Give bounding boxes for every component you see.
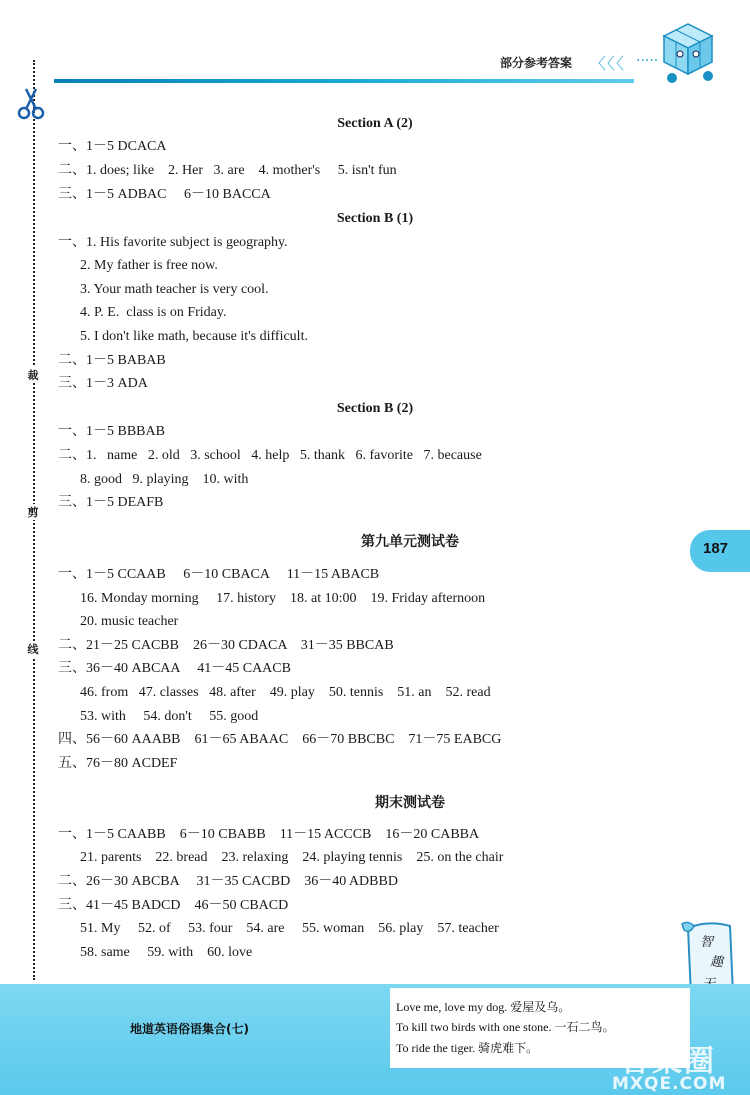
scroll-char: 趣 — [710, 955, 724, 970]
answer-line: 二、1－5 BABAB — [58, 353, 166, 368]
scissors-icon — [16, 86, 46, 120]
chevron-left-icon: 〈〈〈 — [590, 54, 626, 73]
answer-line: 四、56－60 AAABB 61－65 ABAAC 66－70 BBCBC 71－75 EABCG — [58, 732, 502, 747]
watermark-bottom: MXQE.COM — [612, 1074, 727, 1094]
answer-line: 三、1－5 ADBAC 6－10 BACCA — [58, 187, 271, 202]
answer-line: 二、21－25 CACBB 26－30 CDACA 31－35 BBCAB — [58, 638, 394, 653]
answer-line: 20. music teacher — [80, 614, 179, 629]
answer-line: 二、1. does; like 2. Her 3. are 4. mother's 5. isn't fun — [58, 163, 397, 178]
dotted-leader: ····· — [636, 53, 659, 69]
proverb-line: To ride the tiger. 骑虎难下。 — [396, 1041, 539, 1055]
answer-line: 46. from 47. classes 48. after 49. play 50. tennis 51. an 52. read — [80, 685, 491, 700]
section-heading: Section B (2) — [336, 401, 414, 416]
answer-line: 21. parents 22. bread 23. relaxing 24. playing tennis 25. on the chair — [80, 850, 504, 865]
cartoon-cube-icon — [650, 14, 722, 86]
answer-line: 二、1. name 2. old 3. school 4. help 5. thank 6. favorite 7. because — [58, 448, 482, 463]
margin-cut-char: 线 — [24, 641, 42, 657]
answer-line: 2. My father is free now. — [80, 258, 218, 273]
page-header-title: 部分参考答案 — [500, 56, 573, 70]
answer-line: 8. good 9. playing 10. with — [80, 472, 249, 487]
cut-line — [33, 60, 35, 980]
proverb-line: To kill two birds with one stone. 一石二鸟。 — [396, 1020, 615, 1034]
answer-line: 3. Your math teacher is very cool. — [80, 282, 269, 297]
answer-line: 53. with 54. don't 55. good — [80, 709, 259, 724]
answer-line: 58. same 59. with 60. love — [80, 945, 253, 960]
answer-line: 一、1－5 CCAAB 6－10 CBACA 11－15 ABACB — [58, 567, 380, 582]
header-rule — [54, 79, 634, 83]
answer-line: 5. I don't like math, because it's difficult. — [80, 329, 308, 344]
unit-test-heading: 第九单元测试卷 — [361, 534, 459, 550]
page-number: 187 — [703, 540, 729, 557]
watermark — [606, 1036, 750, 1094]
answer-line: 4. P. E. class is on Friday. — [80, 305, 227, 320]
margin-cut-char: 剪 — [24, 504, 42, 520]
watermark-top: 答案圈 — [620, 1044, 716, 1079]
answer-line: 51. My 52. of 53. four 54. are 55. woman 56. play 57. teacher — [80, 921, 499, 936]
answer-line: 三、41－45 BADCD 46－50 CBACD — [58, 898, 289, 913]
answer-line: 16. Monday morning 17. history 18. at 10:00 19. Friday afternoon — [80, 591, 486, 606]
answer-line: 三、1－3 ADA — [58, 376, 148, 391]
footer-title: 地道英语俗语集合(七) — [130, 1022, 249, 1036]
answer-line: 一、1－5 CAABB 6－10 CBABB 11－15 ACCCB 16－20 CABBA — [58, 827, 480, 842]
margin-cut-char: 裁 — [24, 367, 42, 383]
answer-line: 三、1－5 DEAFB — [58, 495, 164, 510]
section-heading: Section A (2) — [337, 116, 413, 131]
final-test-heading: 期末测试卷 — [375, 795, 445, 811]
answer-line: 一、1. His favorite subject is geography. — [58, 235, 288, 250]
proverb-line: Love me, love my dog. 爱屋及乌。 — [396, 1000, 571, 1014]
answer-line: 一、1－5 DCACA — [58, 139, 167, 154]
answer-line: 二、26－30 ABCBA 31－35 CACBD 36－40 ADBBD — [58, 874, 398, 889]
answer-line: 一、1－5 BBBAB — [58, 424, 165, 439]
section-heading: Section B (1) — [336, 211, 414, 226]
answer-line: 五、76－80 ACDEF — [58, 756, 178, 771]
answer-line: 三、36－40 ABCAA 41－45 CAACB — [58, 661, 291, 676]
scroll-char: 智 — [700, 935, 714, 950]
